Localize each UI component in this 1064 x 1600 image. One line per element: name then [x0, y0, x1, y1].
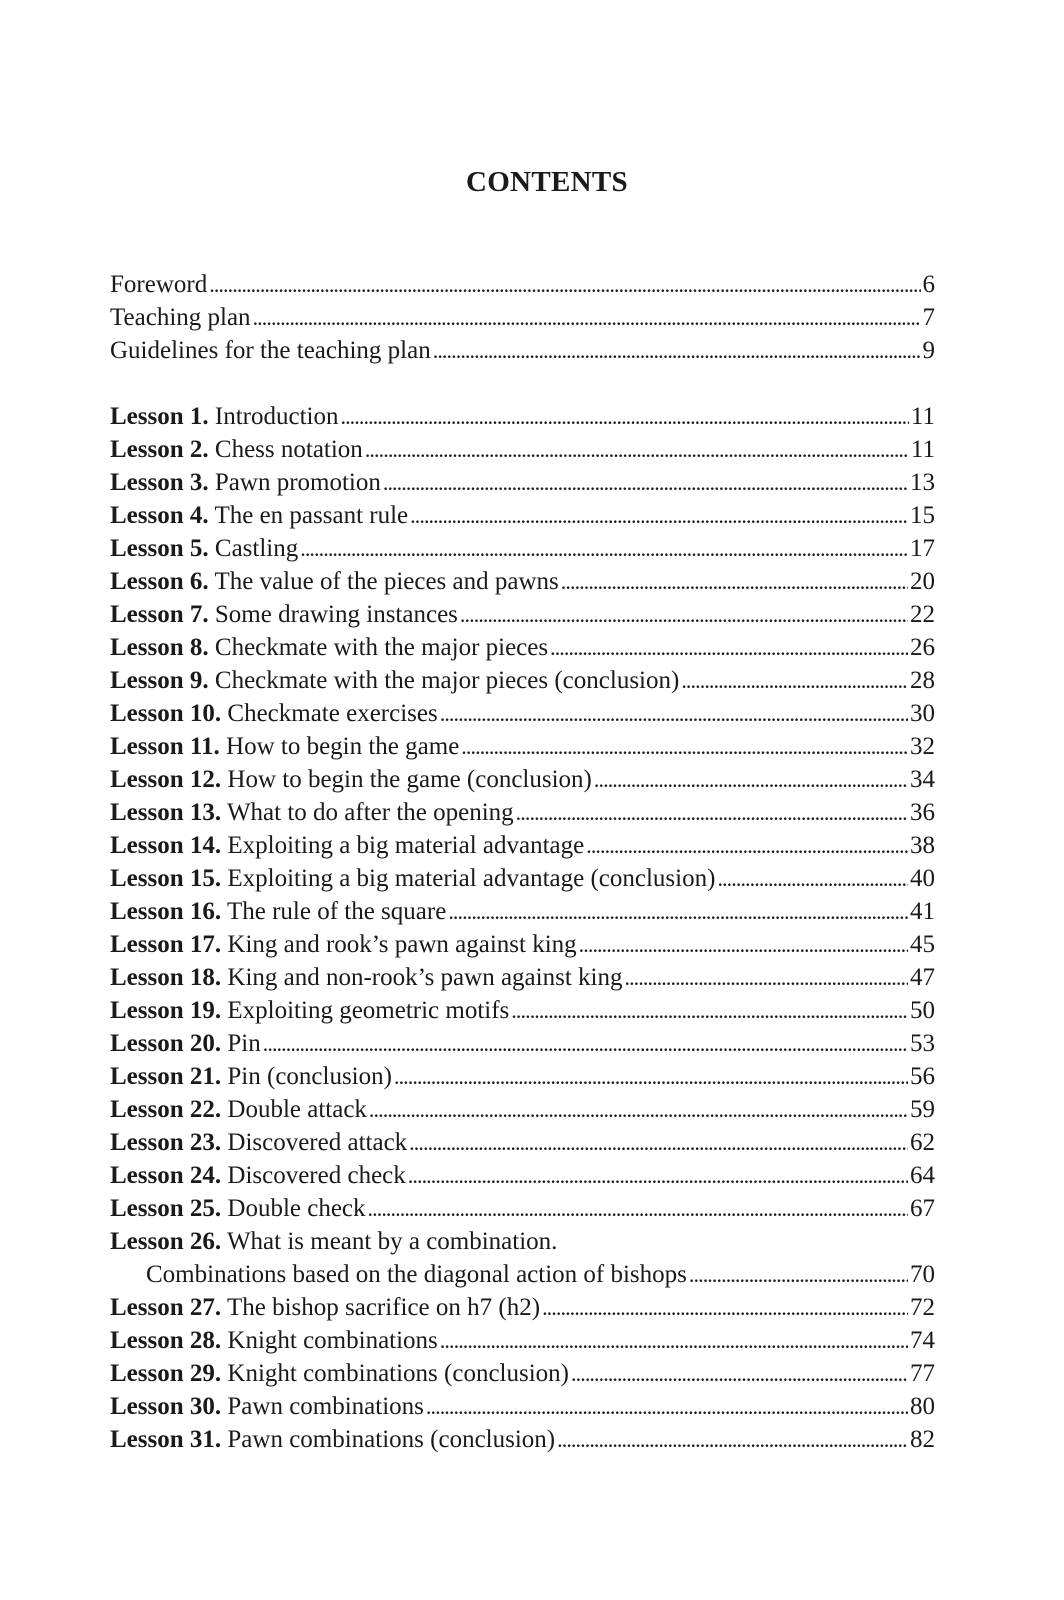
- dot-leader: [383, 466, 908, 499]
- entry-title: [110, 400, 338, 433]
- toc-entry[interactable]: [110, 1390, 935, 1423]
- page-number: 30: [910, 700, 935, 727]
- entry-title: [110, 796, 514, 829]
- entry-title: [110, 961, 622, 994]
- dot-leader: [448, 895, 908, 928]
- toc-entry[interactable]: [110, 565, 935, 598]
- lesson-title: Checkmate with the major pieces: [214, 634, 549, 661]
- dot-leader: [300, 532, 908, 565]
- toc-entry[interactable]: [110, 499, 935, 532]
- page-number: 40: [910, 865, 935, 892]
- entry-title: [110, 565, 559, 598]
- lesson-title: King and non-rook’s pawn against king: [227, 964, 623, 991]
- lesson-number: Lesson 6.: [110, 568, 209, 595]
- dot-leader: [460, 598, 908, 631]
- page-number: 50: [910, 997, 935, 1024]
- entry-title: [110, 1423, 555, 1456]
- page-number: 32: [910, 733, 935, 760]
- lesson-title: Checkmate with the major pieces (conclusion): [214, 667, 680, 694]
- lesson-title: Discovered attack: [227, 1129, 408, 1156]
- lesson-number: Lesson 16.: [110, 898, 222, 925]
- lesson-number: Lesson 3.: [110, 469, 209, 496]
- entry-title: Teaching plan: [110, 304, 251, 331]
- lesson-title: Introduction: [214, 403, 339, 430]
- dot-leader: [340, 400, 908, 433]
- dot-leader: [368, 1192, 908, 1225]
- lesson-title: How to begin the game: [226, 733, 460, 760]
- front-matter-list: [110, 268, 935, 367]
- entry-title: [110, 1291, 540, 1324]
- dot-leader: [426, 1390, 908, 1423]
- page-title: CONTENTS: [466, 166, 628, 198]
- entry-title: [110, 1027, 261, 1060]
- page-number: 20: [910, 568, 935, 595]
- page-number: 26: [910, 634, 935, 661]
- entry-title: [110, 532, 298, 565]
- dot-leader: [440, 697, 908, 730]
- toc-entry[interactable]: [110, 730, 935, 763]
- page-number: 38: [910, 832, 935, 859]
- lesson-title: The rule of the square: [226, 898, 447, 925]
- dot-leader: [624, 961, 908, 994]
- dot-leader: [550, 631, 908, 664]
- entry-title: [110, 598, 458, 631]
- lesson-title: Knight combinations: [227, 1327, 438, 1354]
- page-number: 82: [910, 1426, 935, 1453]
- entry-title: [110, 862, 715, 895]
- entry-title: [110, 1126, 407, 1159]
- dot-leader: [209, 268, 920, 301]
- lesson-number: Lesson 28.: [110, 1327, 222, 1354]
- lesson-title: Chess notation: [214, 436, 363, 463]
- page-number: 22: [910, 601, 935, 628]
- lesson-title: Discovered check: [227, 1162, 406, 1189]
- lesson-number: Lesson 4.: [110, 502, 209, 529]
- toc-entry[interactable]: [110, 862, 935, 895]
- toc-entry[interactable]: [110, 1060, 935, 1093]
- toc-entry[interactable]: [110, 1324, 935, 1357]
- lesson-title: Exploiting a big material advantage: [227, 832, 585, 859]
- lesson-number: Lesson 21.: [110, 1063, 222, 1090]
- toc-entry[interactable]: [110, 1291, 935, 1324]
- dot-leader: [394, 1060, 908, 1093]
- toc-entry[interactable]: [110, 1159, 935, 1192]
- dot-leader: [717, 862, 908, 895]
- lesson-title: King and rook’s pawn against king: [227, 931, 577, 958]
- toc-entry[interactable]: [110, 433, 935, 466]
- toc-entry[interactable]: [110, 631, 935, 664]
- dot-leader: [579, 928, 908, 961]
- lesson-number: Lesson 5.: [110, 535, 209, 562]
- dot-leader: [594, 763, 908, 796]
- lesson-title: Pin (conclusion): [227, 1063, 392, 1090]
- lesson-title: Exploiting geometric motifs: [227, 997, 510, 1024]
- entry-title: [110, 730, 459, 763]
- dot-leader: [571, 1357, 908, 1390]
- page-number: 70: [910, 1261, 935, 1288]
- lesson-title-continued: Combinations based on the diagonal action of bishops: [146, 1261, 687, 1288]
- page-number: 45: [910, 931, 935, 958]
- toc-entry[interactable]: [110, 1027, 935, 1060]
- toc-entry[interactable]: [110, 301, 935, 334]
- toc-entry[interactable]: [110, 268, 935, 301]
- toc-entry[interactable]: [110, 466, 935, 499]
- lesson-number: Lesson 18.: [110, 964, 222, 991]
- toc-entry[interactable]: [110, 1192, 935, 1225]
- entry-title: [110, 829, 584, 862]
- lesson-title: Double attack: [227, 1096, 367, 1123]
- dot-leader: [586, 829, 908, 862]
- lesson-number: Lesson 25.: [110, 1195, 222, 1222]
- toc-entry[interactable]: [110, 1093, 935, 1126]
- page-number: 9: [922, 337, 935, 364]
- toc-entry[interactable]: [110, 1423, 935, 1456]
- dot-leader: [369, 1093, 908, 1126]
- dot-leader: [511, 994, 908, 1027]
- toc-entry[interactable]: [110, 1225, 935, 1258]
- lessons-list: [110, 400, 935, 1456]
- dot-leader: [408, 1159, 908, 1192]
- entry-title: [110, 1093, 367, 1126]
- dot-leader: [516, 796, 908, 829]
- lesson-number: Lesson 23.: [110, 1129, 222, 1156]
- lesson-number: Lesson 26.: [110, 1228, 222, 1255]
- page-number: 77: [910, 1360, 935, 1387]
- page-number: 28: [910, 667, 935, 694]
- lesson-title: Castling: [214, 535, 299, 562]
- lesson-title: Pin: [227, 1030, 261, 1057]
- dot-leader: [410, 499, 908, 532]
- lesson-number: Lesson 14.: [110, 832, 222, 859]
- dot-leader: [253, 301, 921, 334]
- page-number: 80: [910, 1393, 935, 1420]
- toc-entry[interactable]: [110, 598, 935, 631]
- page-number: 74: [910, 1327, 935, 1354]
- lesson-title: Some drawing instances: [214, 601, 458, 628]
- lesson-title: What to do after the opening: [226, 799, 514, 826]
- toc-entry-continuation[interactable]: [110, 1258, 935, 1291]
- dot-leader: [542, 1291, 908, 1324]
- toc-entry[interactable]: [110, 664, 935, 697]
- entry-title: [110, 1159, 406, 1192]
- entry-title: [110, 697, 438, 730]
- lesson-number: Lesson 22.: [110, 1096, 222, 1123]
- entry-title: [110, 433, 363, 466]
- page-number: 67: [910, 1195, 935, 1222]
- dot-leader: [461, 730, 908, 763]
- entry-title: [110, 1225, 557, 1258]
- lesson-number: Lesson 10.: [110, 700, 222, 727]
- lesson-title: The bishop sacrifice on h7 (h2): [226, 1294, 541, 1321]
- entry-title: [110, 928, 577, 961]
- toc-entry[interactable]: [110, 895, 935, 928]
- entry-title: [110, 631, 548, 664]
- lesson-number: Lesson 13.: [110, 799, 222, 826]
- toc-entry[interactable]: [110, 400, 935, 433]
- toc-entry[interactable]: [110, 763, 935, 796]
- page-number: 17: [910, 535, 935, 562]
- entry-title: [110, 1060, 392, 1093]
- page-number: 47: [910, 964, 935, 991]
- page-number: 11: [910, 403, 935, 430]
- entry-title: [110, 1324, 438, 1357]
- entry-title: [110, 763, 592, 796]
- entry-title: Foreword: [110, 271, 208, 298]
- lesson-title: How to begin the game (conclusion): [227, 766, 592, 793]
- entry-title: [110, 1390, 424, 1423]
- lesson-title: Pawn combinations (conclusion): [227, 1426, 556, 1453]
- page-number: 59: [910, 1096, 935, 1123]
- dot-leader: [440, 1324, 908, 1357]
- lesson-title: Double check: [227, 1195, 366, 1222]
- page-number: 64: [910, 1162, 935, 1189]
- toc-entry[interactable]: [110, 1126, 935, 1159]
- lesson-number: Lesson 15.: [110, 865, 222, 892]
- entry-title: [110, 1192, 366, 1225]
- lesson-number: Lesson 31.: [110, 1426, 222, 1453]
- lesson-number: Lesson 1.: [110, 403, 209, 430]
- page-number: 6: [922, 271, 935, 298]
- page-number: 53: [910, 1030, 935, 1057]
- lesson-title: Pawn promotion: [214, 469, 381, 496]
- toc-entry[interactable]: [110, 1357, 935, 1390]
- lesson-number: Lesson 2.: [110, 436, 209, 463]
- lesson-number: Lesson 30.: [110, 1393, 222, 1420]
- dot-leader: [365, 433, 909, 466]
- lesson-number: Lesson 20.: [110, 1030, 222, 1057]
- page-number: 62: [910, 1129, 935, 1156]
- lesson-title: Pawn combinations: [227, 1393, 424, 1420]
- lesson-title: What is meant by a combination.: [226, 1228, 558, 1255]
- dot-leader: [433, 334, 921, 367]
- lesson-number: Lesson 8.: [110, 634, 209, 661]
- dot-leader: [409, 1126, 908, 1159]
- entry-title: [110, 1357, 569, 1390]
- page-number: 36: [910, 799, 935, 826]
- lesson-title: The value of the pieces and pawns: [214, 568, 559, 595]
- entry-title: [110, 664, 679, 697]
- dot-leader: [681, 664, 908, 697]
- lesson-number: Lesson 19.: [110, 997, 222, 1024]
- toc-entry[interactable]: [110, 994, 935, 1027]
- lesson-number: Lesson 7.: [110, 601, 209, 628]
- toc-entry[interactable]: [110, 961, 935, 994]
- dot-leader: [689, 1258, 908, 1291]
- lesson-number: Lesson 17.: [110, 931, 222, 958]
- lesson-title: Knight combinations (conclusion): [227, 1360, 570, 1387]
- lesson-title: Checkmate exercises: [227, 700, 438, 727]
- dot-leader: [557, 1423, 908, 1456]
- page-number: 72: [910, 1294, 935, 1321]
- dot-leader: [263, 1027, 908, 1060]
- entry-title: Guidelines for the teaching plan: [110, 337, 431, 364]
- entry-title: [110, 466, 381, 499]
- page-number: 34: [910, 766, 935, 793]
- entry-title: [110, 994, 509, 1027]
- toc-entry[interactable]: [110, 532, 935, 565]
- toc-entry[interactable]: [110, 928, 935, 961]
- page-number: 41: [910, 898, 935, 925]
- toc-entry[interactable]: [110, 829, 935, 862]
- entry-title: [110, 895, 446, 928]
- entry-title: [110, 499, 408, 532]
- lesson-number: Lesson 12.: [110, 766, 222, 793]
- page-number: 13: [910, 469, 935, 496]
- lesson-number: Lesson 9.: [110, 667, 209, 694]
- lesson-number: Lesson 27.: [110, 1294, 222, 1321]
- toc-entry[interactable]: [110, 334, 935, 367]
- lesson-number: Lesson 29.: [110, 1360, 222, 1387]
- page-number: 15: [910, 502, 935, 529]
- lesson-number: Lesson 11.: [110, 733, 220, 760]
- lesson-title: Exploiting a big material advantage (conclusion): [227, 865, 716, 892]
- toc-entry[interactable]: [110, 796, 935, 829]
- page-number: 11: [910, 436, 935, 463]
- lesson-title: The en passant rule: [214, 502, 409, 529]
- page-number: 56: [910, 1063, 935, 1090]
- toc-entry[interactable]: [110, 697, 935, 730]
- page-number: 7: [922, 304, 935, 331]
- dot-leader: [561, 565, 908, 598]
- lesson-number: Lesson 24.: [110, 1162, 222, 1189]
